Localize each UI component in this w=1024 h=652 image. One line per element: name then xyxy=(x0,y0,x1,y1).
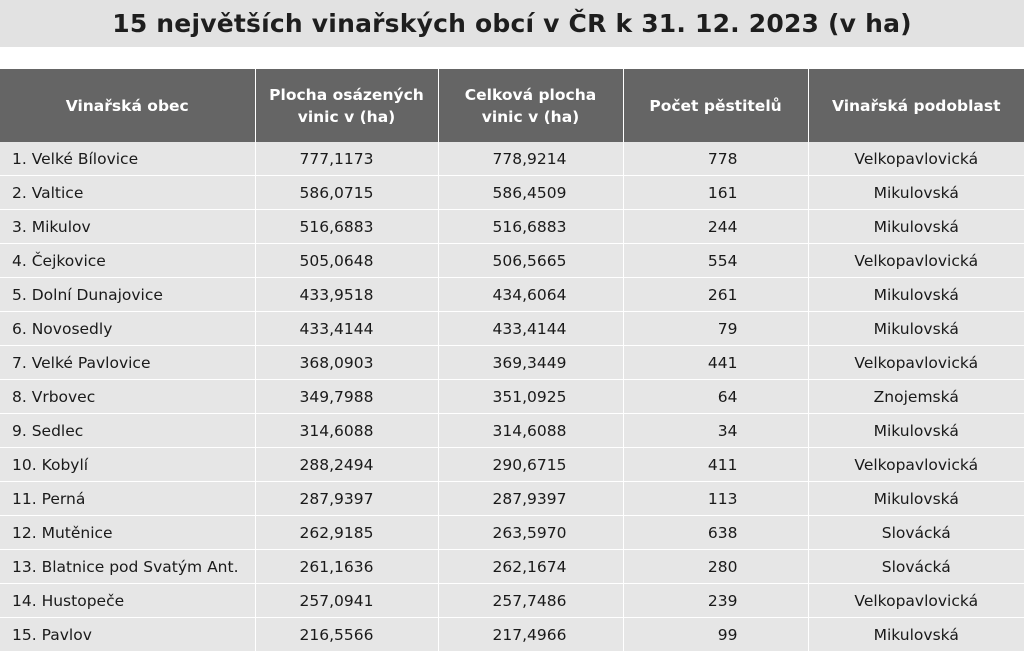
cell-celkova: 516,6883 xyxy=(438,210,623,244)
cell-celkova: 433,4144 xyxy=(438,312,623,346)
cell-pocet: 244 xyxy=(623,210,808,244)
cell-plocha: 262,9185 xyxy=(255,516,438,550)
cell-pocet: 280 xyxy=(623,550,808,584)
cell-podoblast: Mikulovská xyxy=(808,278,1024,312)
cell-podoblast: Velkopavlovická xyxy=(808,346,1024,380)
cell-celkova: 263,5970 xyxy=(438,516,623,550)
cell-podoblast: Slovácká xyxy=(808,550,1024,584)
table-row xyxy=(0,482,1024,516)
cell-podoblast: Mikulovská xyxy=(808,414,1024,448)
cell-plocha: 314,6088 xyxy=(255,414,438,448)
cell-podoblast: Mikulovská xyxy=(808,618,1024,652)
wine-villages-table xyxy=(0,69,1024,652)
cell-pocet: 79 xyxy=(623,312,808,346)
cell-podoblast: Mikulovská xyxy=(808,312,1024,346)
cell-celkova: 586,4509 xyxy=(438,176,623,210)
cell-podoblast: Mikulovská xyxy=(808,176,1024,210)
cell-celkova: 369,3449 xyxy=(438,346,623,380)
cell-pocet: 441 xyxy=(623,346,808,380)
cell-celkova: 351,0925 xyxy=(438,380,623,414)
cell-obec: 8. Vrbovec xyxy=(0,380,255,414)
cell-pocet: 113 xyxy=(623,482,808,516)
table-row xyxy=(0,142,1024,176)
cell-plocha: 586,0715 xyxy=(255,176,438,210)
cell-celkova: 778,9214 xyxy=(438,142,623,176)
table-row xyxy=(0,414,1024,448)
cell-obec: 13. Blatnice pod Svatým Ant. xyxy=(0,550,255,584)
table-row xyxy=(0,584,1024,618)
cell-plocha: 516,6883 xyxy=(255,210,438,244)
cell-podoblast: Velkopavlovická xyxy=(808,142,1024,176)
cell-pocet: 34 xyxy=(623,414,808,448)
table-body xyxy=(0,142,1024,652)
cell-podoblast: Slovácká xyxy=(808,516,1024,550)
table-row xyxy=(0,346,1024,380)
cell-pocet: 261 xyxy=(623,278,808,312)
cell-obec: 12. Mutěnice xyxy=(0,516,255,550)
cell-plocha: 257,0941 xyxy=(255,584,438,618)
cell-plocha: 349,7988 xyxy=(255,380,438,414)
cell-pocet: 64 xyxy=(623,380,808,414)
cell-podoblast: Znojemská xyxy=(808,380,1024,414)
cell-plocha: 777,1173 xyxy=(255,142,438,176)
cell-plocha: 261,1636 xyxy=(255,550,438,584)
table-row xyxy=(0,278,1024,312)
table-row xyxy=(0,516,1024,550)
cell-obec: 5. Dolní Dunajovice xyxy=(0,278,255,312)
cell-celkova: 262,1674 xyxy=(438,550,623,584)
table-row xyxy=(0,380,1024,414)
column-header-podoblast: Vinařská podoblast xyxy=(808,69,1024,142)
table-row xyxy=(0,448,1024,482)
cell-celkova: 287,9397 xyxy=(438,482,623,516)
cell-pocet: 99 xyxy=(623,618,808,652)
table-row xyxy=(0,550,1024,584)
cell-obec: 4. Čejkovice xyxy=(0,244,255,278)
cell-celkova: 314,6088 xyxy=(438,414,623,448)
cell-obec: 11. Perná xyxy=(0,482,255,516)
title-bar xyxy=(0,0,1024,47)
table-header-row xyxy=(0,69,1024,142)
cell-obec: 3. Mikulov xyxy=(0,210,255,244)
table-row xyxy=(0,244,1024,278)
cell-celkova: 290,6715 xyxy=(438,448,623,482)
cell-plocha: 505,0648 xyxy=(255,244,438,278)
cell-plocha: 433,9518 xyxy=(255,278,438,312)
cell-plocha: 216,5566 xyxy=(255,618,438,652)
cell-plocha: 433,4144 xyxy=(255,312,438,346)
cell-obec: 14. Hustopeče xyxy=(0,584,255,618)
cell-celkova: 257,7486 xyxy=(438,584,623,618)
cell-obec: 6. Novosedly xyxy=(0,312,255,346)
cell-plocha: 368,0903 xyxy=(255,346,438,380)
cell-pocet: 638 xyxy=(623,516,808,550)
cell-podoblast: Velkopavlovická xyxy=(808,448,1024,482)
cell-pocet: 411 xyxy=(623,448,808,482)
cell-pocet: 778 xyxy=(623,142,808,176)
page-title: 15 největších vinařských obcí v ČR k 31. 12. 2023 (v ha) xyxy=(112,9,912,38)
cell-celkova: 217,4966 xyxy=(438,618,623,652)
cell-pocet: 161 xyxy=(623,176,808,210)
column-header-obec: Vinařská obec xyxy=(0,69,255,142)
cell-obec: 7. Velké Pavlovice xyxy=(0,346,255,380)
cell-obec: 9. Sedlec xyxy=(0,414,255,448)
cell-plocha: 288,2494 xyxy=(255,448,438,482)
table-row xyxy=(0,176,1024,210)
table-row xyxy=(0,210,1024,244)
cell-obec: 1. Velké Bílovice xyxy=(0,142,255,176)
table-row xyxy=(0,618,1024,652)
column-header-plocha: Plocha osázených vinic v (ha) xyxy=(255,69,438,142)
cell-plocha: 287,9397 xyxy=(255,482,438,516)
column-header-celkova: Celková plocha vinic v (ha) xyxy=(438,69,623,142)
cell-obec: 2. Valtice xyxy=(0,176,255,210)
cell-podoblast: Velkopavlovická xyxy=(808,584,1024,618)
cell-podoblast: Mikulovská xyxy=(808,210,1024,244)
cell-celkova: 434,6064 xyxy=(438,278,623,312)
cell-celkova: 506,5665 xyxy=(438,244,623,278)
column-header-pocet: Počet pěstitelů xyxy=(623,69,808,142)
cell-obec: 10. Kobylí xyxy=(0,448,255,482)
cell-podoblast: Velkopavlovická xyxy=(808,244,1024,278)
table-row xyxy=(0,312,1024,346)
cell-podoblast: Mikulovská xyxy=(808,482,1024,516)
cell-pocet: 554 xyxy=(623,244,808,278)
cell-obec: 15. Pavlov xyxy=(0,618,255,652)
cell-pocet: 239 xyxy=(623,584,808,618)
